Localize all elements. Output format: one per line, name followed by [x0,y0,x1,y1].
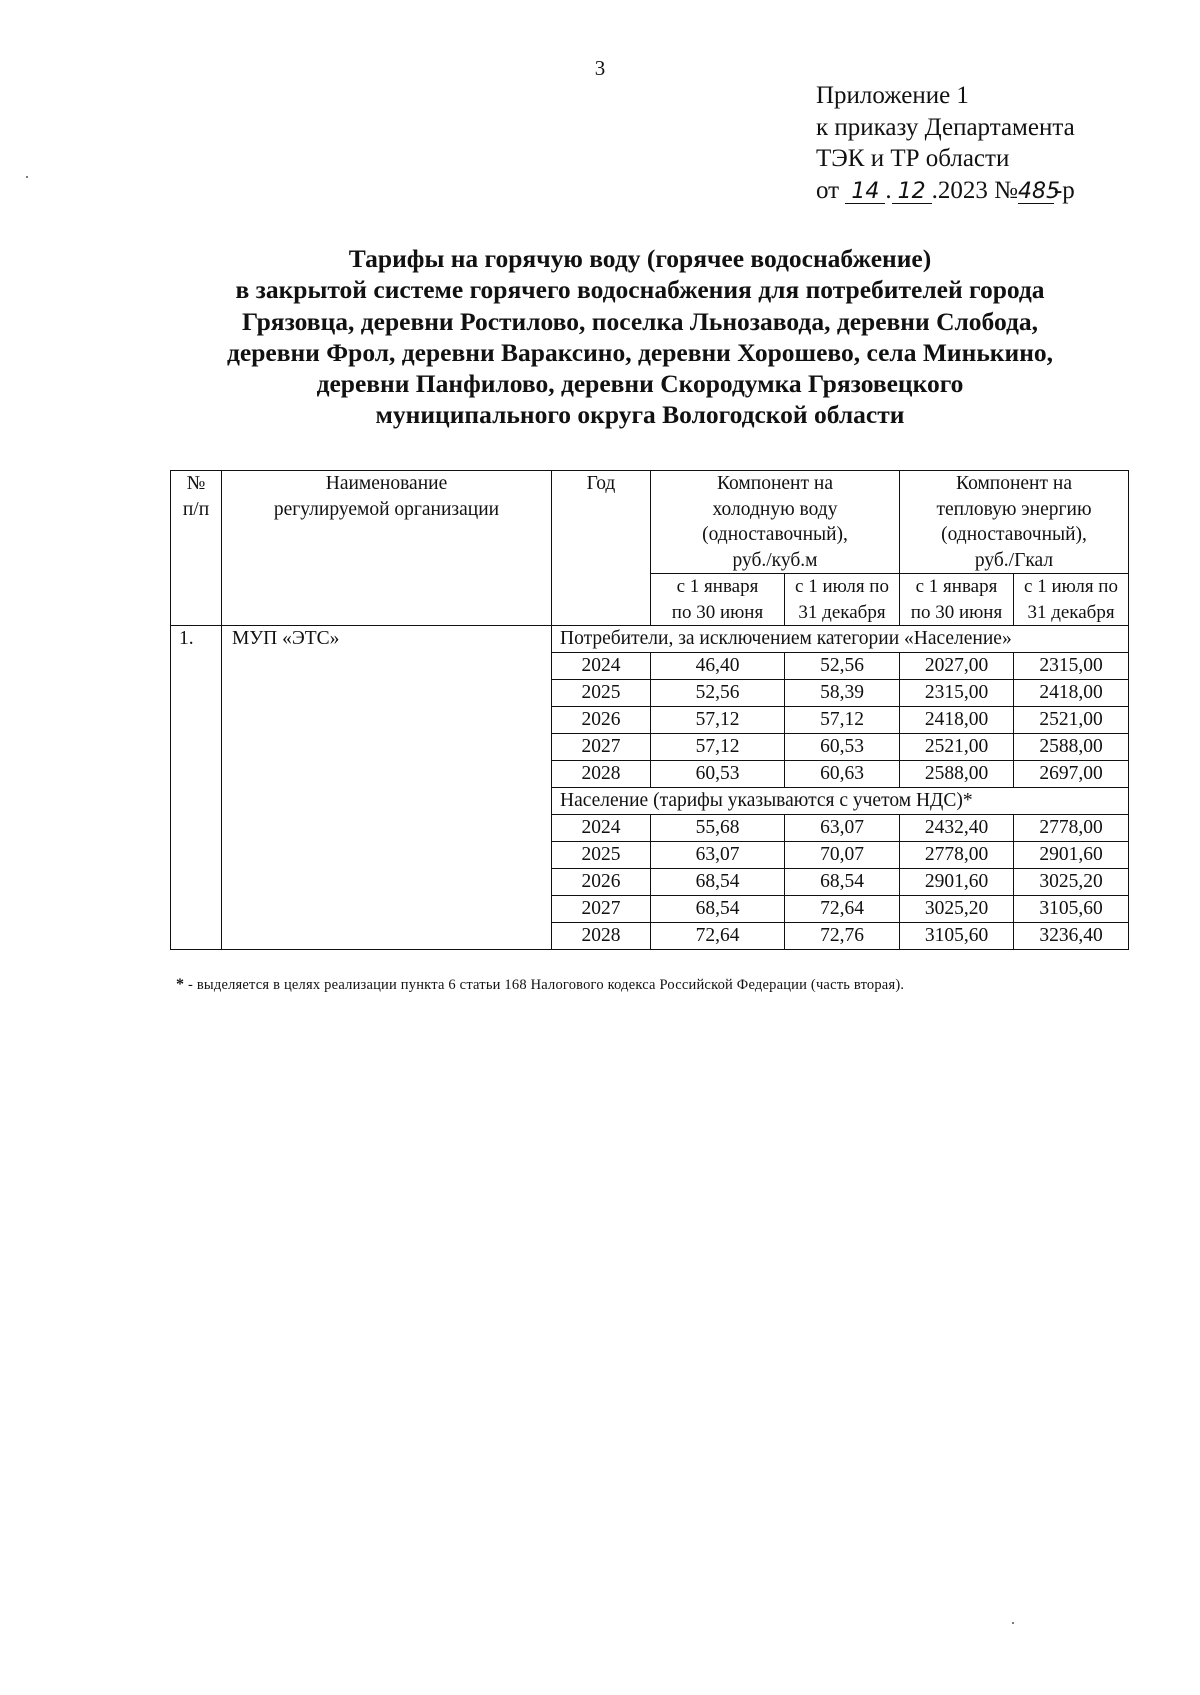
header-cold-water: Компонент на холодную воду (одноставочный), руб./куб.м [651,471,900,574]
order-suffix: -р [1053,176,1075,204]
table-row: 2026 57,12 57,12 2418,00 2521,00 [171,707,1129,734]
header-heat-period2: с 1 июля по 31 декабря [1014,574,1129,626]
table-row: 2028 72,64 72,76 3105,60 3236,40 [171,923,1129,950]
appendix-block [816,80,1075,206]
table-row: 2027 68,54 72,64 3025,20 3105,60 [171,896,1129,923]
category-row: Население (тарифы указываются с учетом НДС)* [552,788,1129,815]
appendix-line: Приложение 1 [816,82,969,109]
table-row: 2027 57,12 60,53 2521,00 2588,00 [171,734,1129,761]
table-row: 2024 55,68 63,07 2432,40 2778,00 [171,815,1129,842]
table-row: 2024 46,40 52,56 2027,00 2315,00 [171,653,1129,680]
header-num: № п/п [171,471,222,626]
page-number: 3 [594,56,606,80]
footnote-mark: * [176,976,185,993]
table-row: 2026 68,54 68,54 2901,60 3025,20 [171,869,1129,896]
footnote [176,976,904,994]
handwritten-month: 12 [892,181,932,204]
scan-speck [26,176,28,178]
title-line: Тарифы на горячую воду (горячее водоснабжение) [348,244,932,273]
category-row: Потребители, за исключением категории «Население» [552,626,1129,653]
table-row: 2025 52,56 58,39 2315,00 2418,00 [171,680,1129,707]
document-title [160,243,1120,431]
table-row: 2028 60,53 60,63 2588,00 2697,00 [171,761,1129,788]
appendix-line: к приказу Департамента [816,113,1075,141]
handwritten-day: 14 [845,181,885,204]
scan-speck [1012,1622,1014,1624]
header-heat-period1: с 1 января по 30 июня [900,574,1014,626]
handwritten-order-number: 485 [1017,178,1060,204]
footnote-text: - выделяется в целях реализации пункта 6 статьи 168 Налогового кодекса Российской Федерации (часть вторая). [184,977,905,993]
date-year: .2023 № [931,176,1018,204]
header-heat-energy: Компонент на тепловую энергию (одноставочный), руб./Гкал [900,471,1129,574]
title-line: Грязовца, деревни Ростилово, поселка Льнозавода, деревни Слобода, [241,306,1038,336]
title-line: муниципального округа Вологодской области [375,400,905,430]
organization-name: МУП «ЭТС» [222,626,552,950]
title-line: в закрытой системе горячего водоснабжения для потребителей города [235,275,1045,305]
row-number: 1. [171,626,222,950]
title-line: деревни Панфилово, деревни Скородумка Грязовецкого [316,369,964,399]
header-year: Год [552,471,651,626]
header-cold-period1: с 1 января по 30 июня [651,574,785,626]
appendix-line: ТЭК и ТР области [816,145,1010,172]
order-date-line: от 14 . 12 .2023 №485-р [816,176,1075,204]
date-prefix: от [816,176,840,204]
title-line: деревни Фрол, деревни Вараксино, деревни Хорошево, села Минькино, [226,337,1054,367]
tariff-table [170,470,1129,950]
header-organization: Наименование регулируемой организации [222,471,552,626]
header-cold-period2: с 1 июля по 31 декабря [785,574,900,626]
table-row: 2025 63,07 70,07 2778,00 2901,60 [171,842,1129,869]
